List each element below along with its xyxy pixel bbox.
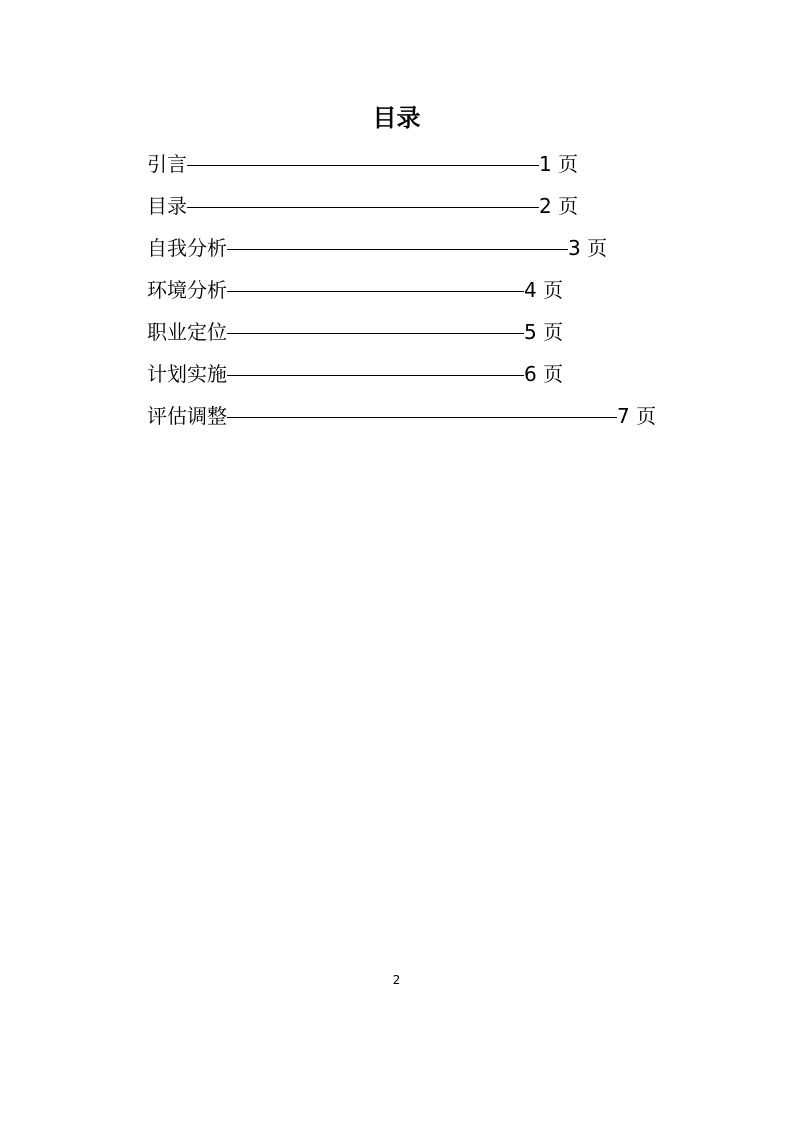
toc-entry-career-positioning[interactable] [147,311,656,353]
toc-leader-line [187,207,539,208]
toc-leader-line [227,417,617,418]
table-of-contents [147,143,656,437]
toc-entry-heading: 引言 [147,152,187,176]
toc-entry-contents[interactable] [147,185,656,227]
toc-entry-page: 4 页 [524,278,564,302]
toc-entry-page: 2 页 [539,194,579,218]
toc-leader-line [227,249,568,250]
toc-entry-heading: 目录 [147,194,187,218]
toc-entry-heading: 评估调整 [147,404,227,428]
toc-title: 目录 [372,104,421,132]
toc-entry-page: 1 页 [539,152,579,176]
page-number: 2 [392,973,401,987]
toc-entry-page: 6 页 [524,362,564,386]
toc-entry-page: 7 页 [617,404,657,428]
toc-entry-page: 3 页 [568,236,608,260]
toc-entry-heading: 计划实施 [147,362,227,386]
toc-entry-plan-implementation[interactable] [147,353,656,395]
toc-leader-line [227,333,524,334]
toc-entry-page: 5 页 [524,320,564,344]
toc-leader-line [227,375,524,376]
toc-leader-line [227,291,524,292]
toc-entry-environment-analysis[interactable] [147,269,656,311]
toc-entry-heading: 环境分析 [147,278,227,302]
toc-entry-self-analysis[interactable] [147,227,656,269]
toc-entry-evaluation-adjustment[interactable] [147,395,656,437]
toc-entry-heading: 自我分析 [147,236,227,260]
toc-entry-heading: 职业定位 [147,320,227,344]
toc-entry-introduction[interactable] [147,143,656,185]
toc-leader-line [187,165,539,166]
